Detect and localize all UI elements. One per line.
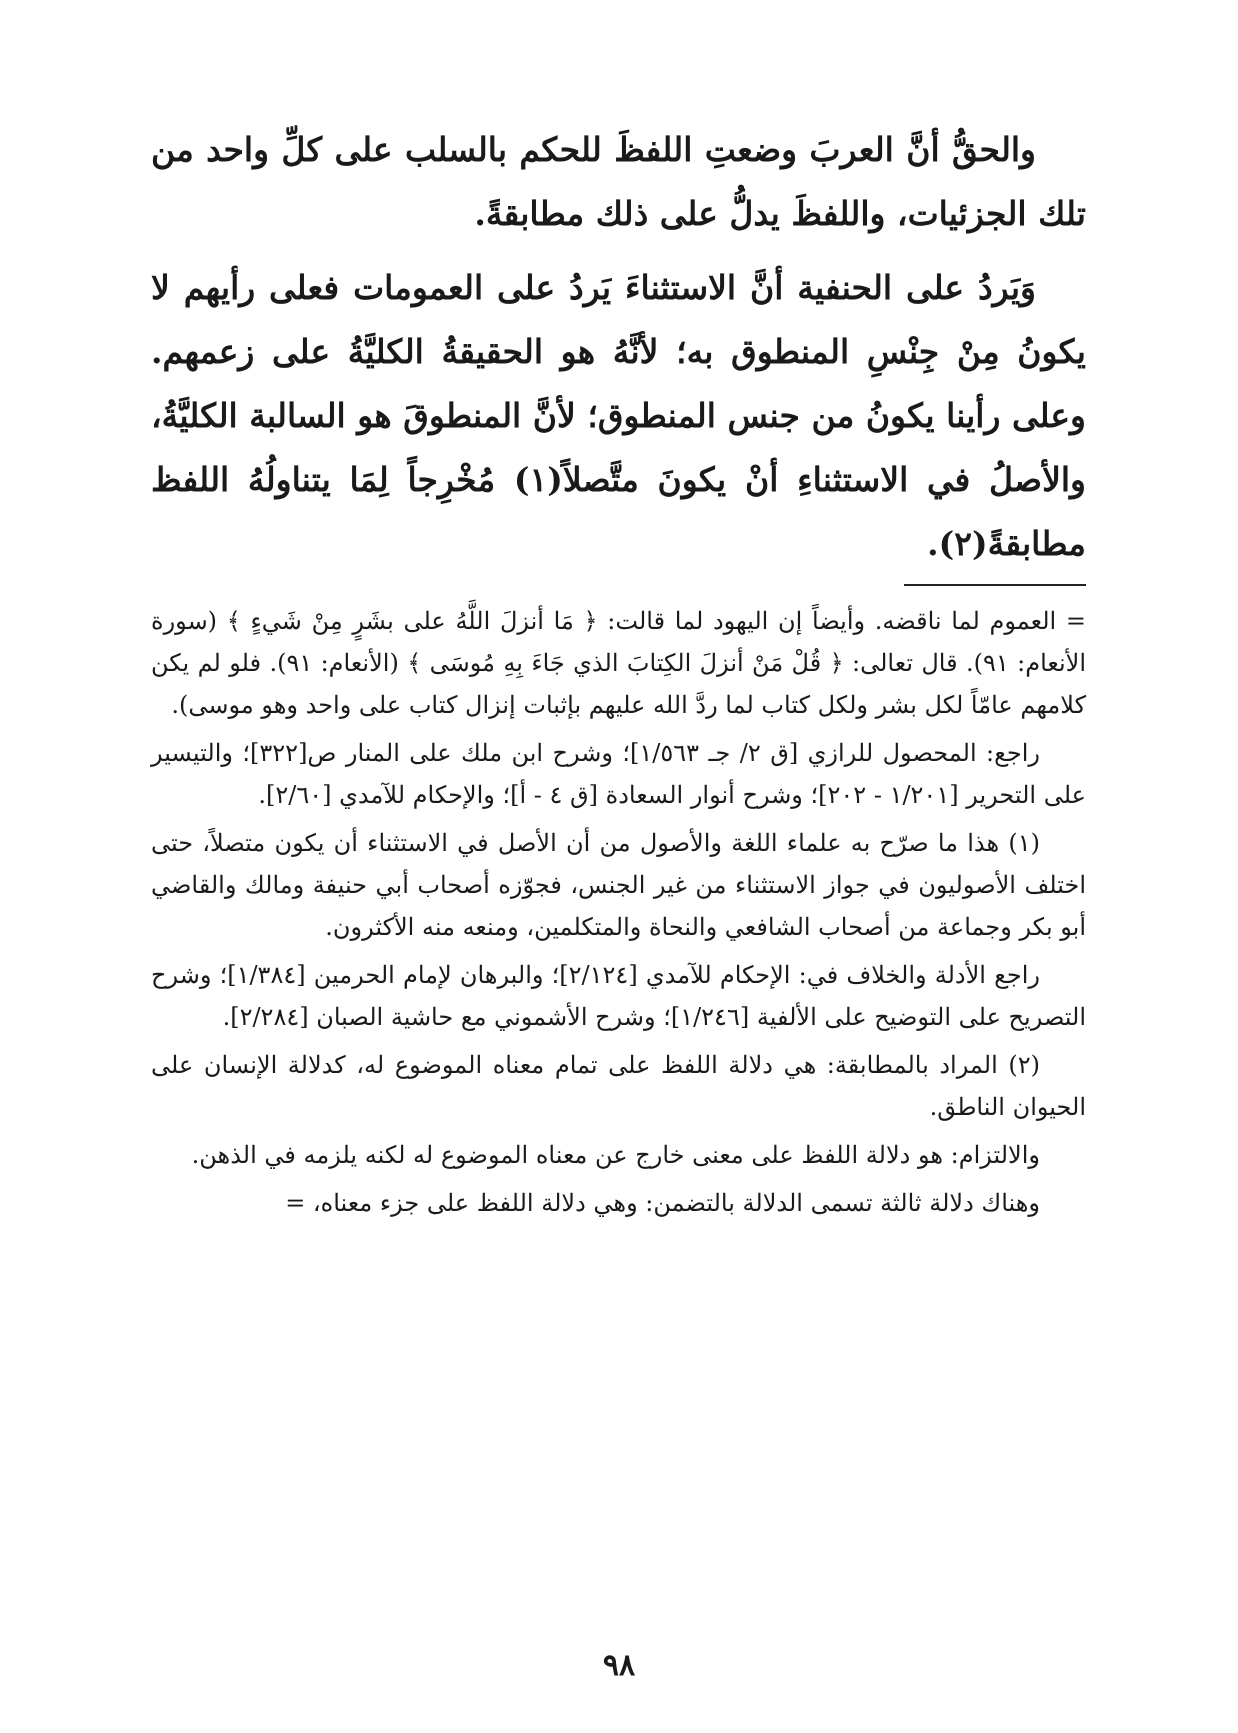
footnote-paragraph: راجع: المحصول للرازي [ق ٢/ جـ ١/٥٦٣]؛ وشرح ابن ملك على المنار ص[٣٢٢]؛ والتيسير على التحرير [١/٢٠١ - ٢٠٢]؛ وشرح أنوار السعادة [ق ٤ - أ]؛ والإحكام للآمدي [٢/٦٠].	[151, 739, 1086, 809]
page-number: ٩٨	[602, 1648, 636, 1683]
footnote-paragraph: = العموم لما ناقضه. وأيضاً إن اليهود لما قالت: ﴿ مَا أنزلَ اللَّهُ على بشَرٍ مِنْ شَيءٍ ﴾ (سورة الأنعام: ٩١). قال تعالى: ﴿ قُلْ مَنْ أنزلَ الكِتابَ الذي جَاءَ بِهِ مُوسَى ﴾ (الأنعام: ٩١). فلو لم يكن كلامهم عامّاً لكل بشر ولكل كتاب لما ردَّ الله عليهم بإثبات إنزال كتاب على واحد وهو موسى).	[151, 607, 1086, 719]
footnote-paragraph: وهناك دلالة ثالثة تسمى الدلالة بالتضمن: وهي دلالة اللفظ على جزء معناه، =	[285, 1189, 1040, 1217]
footnote-paragraph: راجع الأدلة والخلاف في: الإحكام للآمدي [٢/١٢٤]؛ والبرهان لإمام الحرمين [١/٣٨٤]؛ وشرح التصريح على التوضيح على الألفية [١/٢٤٦]؛ وشرح الأشموني مع حاشية الصبان [٢/٢٨٤].	[151, 961, 1086, 1031]
main-text	[151, 118, 1086, 586]
footnote-paragraph: (١) هذا ما صرّح به علماء اللغة والأصول من أن الأصل في الاستثناء أن يكون متصلاً، حتى اختلف الأصوليون في جواز الاستثناء من غير الجنس، فجوّزه أصحاب أبي حنيفة ومالك والقاضي أبو بكر وجماعة من أصحاب الشافعي والنحاة والمتكلمين، ومنعه منه الأكثرون.	[151, 829, 1086, 941]
footnote-separator	[904, 584, 1086, 586]
footnote-paragraph: والالتزام: هو دلالة اللفظ على معنى خارج عن معناه الموضوع له لكنه يلزمه في الذهن.	[191, 1141, 1040, 1169]
footnote-paragraph: (٢) المراد بالمطابقة: هي دلالة اللفظ على تمام معناه الموضوع له، كدلالة الإنسان على الحيوان الناطق.	[151, 1051, 1086, 1121]
main-paragraph: وَيَردُ على الحنفية أنَّ الاستثناءَ يَردُ على العمومات فعلى رأيهم لا يكونُ مِنْ جِنْسِ المنطوق به؛ لأنَّهُ هو الحقيقةُ الكليَّةُ على زعمهم. وعلى رأينا يكونُ من جنس المنطوق؛ لأنَّ المنطوقَ هو السالبة الكليَّةُ، والأصلُ في الاستثناءِ أنْ يكونَ متَّصلاً(١) مُخْرِجاً لِمَا يتناولُهُ اللفظ مطابقةً(٢).	[151, 268, 1086, 563]
footnotes	[151, 600, 1086, 1230]
main-paragraph: والحقُّ أنَّ العربَ وضعتِ اللفظَ للحكم بالسلب على كلِّ واحد من تلك الجزئيات، واللفظَ يدلُّ على ذلك مطابقةً.	[151, 130, 1086, 233]
